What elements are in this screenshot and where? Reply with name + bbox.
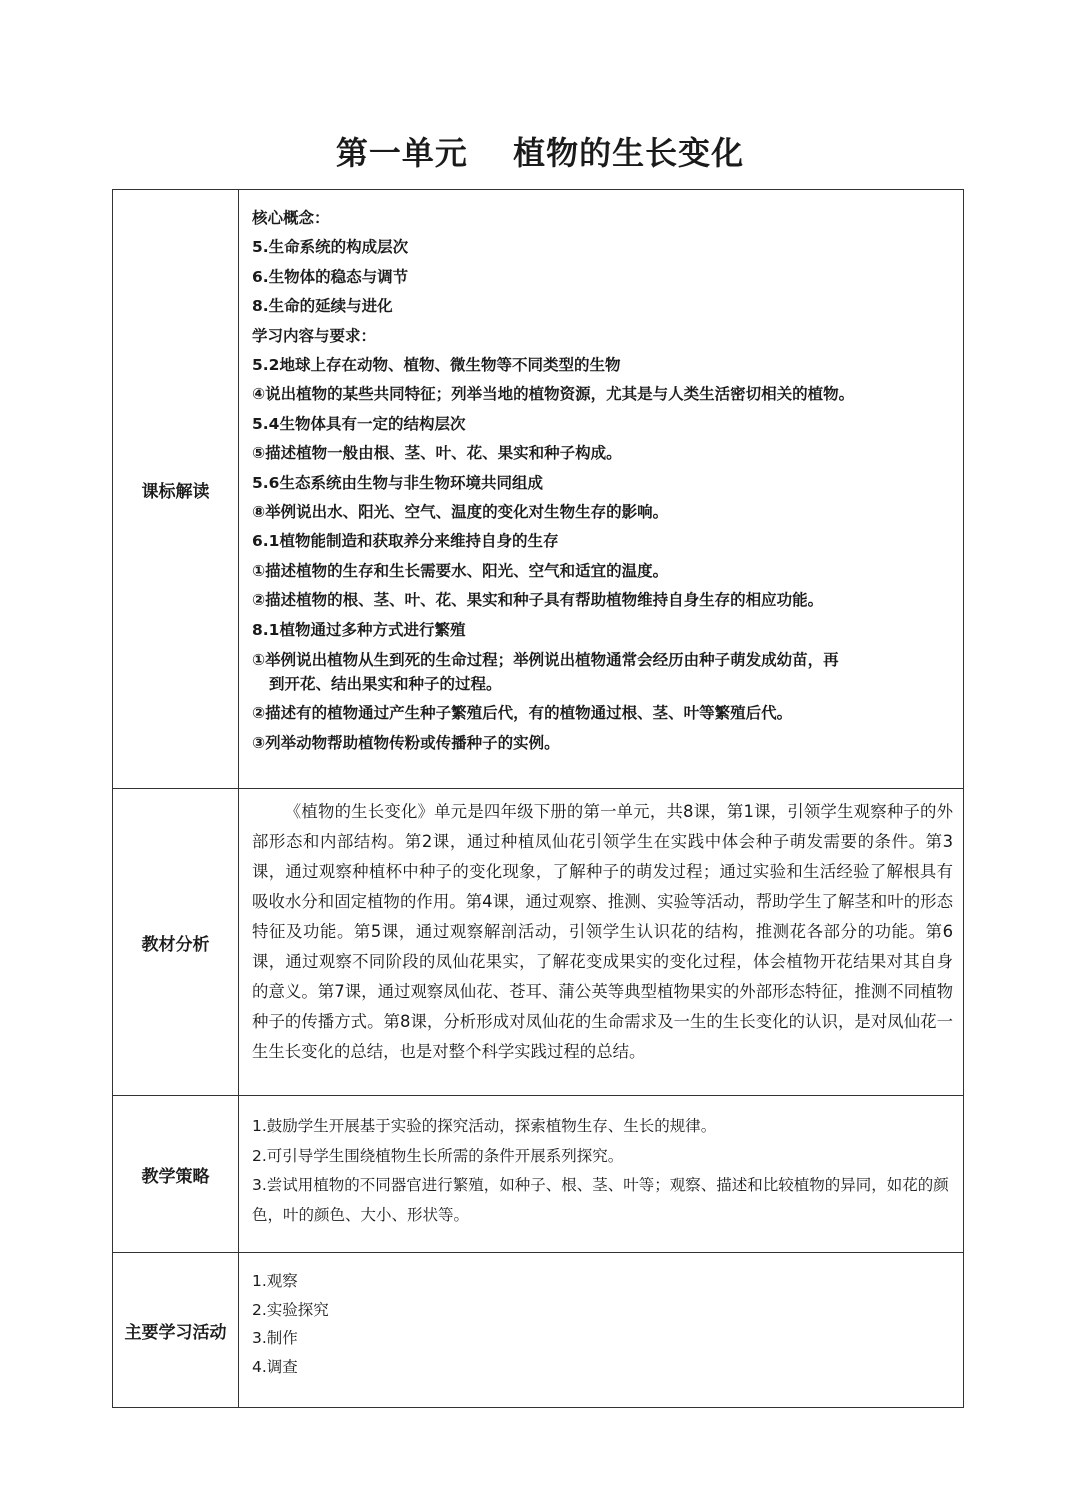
analysis-content	[239, 789, 964, 1096]
standards-line: ②描述有的植物通过产生种子繁殖后代，有的植物通过根、茎、叶等繁殖后代。	[252, 704, 793, 723]
strategy-item: 1.鼓励学生开展基于实验的探究活动，探索植物生存、生长的规律。	[252, 1117, 717, 1135]
standards-line: ③列举动物帮助植物传粉或传播种子的实例。	[252, 733, 560, 752]
standards-line: 6.1植物能制造和获取养分来维持自身的生存	[252, 532, 559, 551]
standards-line: 学习内容与要求：	[252, 326, 377, 345]
row-label-activities: 主要学习活动	[113, 1253, 239, 1408]
standards-line-part: ①举例说出植物从生到死的生命过程；举例说出植物通常会经历由种子萌发成幼苗，再	[252, 651, 839, 670]
standards-line-continuation: 到开花、结出果实和种子的过程。	[269, 675, 502, 694]
standards-line: 5.4生物体具有一定的结构层次	[252, 414, 466, 433]
activity-item: 2.实验探究	[252, 1300, 329, 1319]
activity-item: 3.制作	[252, 1329, 298, 1347]
standards-line: ⑧举例说出水、阳光、空气、温度的变化对生物生存的影响。	[252, 503, 669, 522]
table-row	[113, 1096, 964, 1253]
standards-line-wrapped	[252, 645, 953, 699]
standards-line: 8.1植物通过多种方式进行繁殖	[252, 620, 466, 639]
activity-item: 4.调查	[252, 1357, 298, 1376]
row-label-strategy: 教学策略	[113, 1096, 239, 1253]
activities-content	[239, 1253, 964, 1408]
standards-line: ①描述植物的生存和生长需要水、阳光、空气和适宜的温度。	[252, 561, 669, 580]
unit-plan-table	[112, 189, 964, 1408]
standards-line: 5.6生态系统由生物与非生物环境共同组成	[252, 473, 543, 492]
strategy-content	[239, 1096, 964, 1253]
standards-line: ⑤描述植物一般由根、茎、叶、花、果实和种子构成。	[252, 444, 622, 463]
table-row	[113, 190, 964, 789]
activity-item: 1.观察	[252, 1272, 298, 1290]
analysis-paragraph: 《植物的生长变化》单元是四年级下册的第一单元，共8课，第1课，引领学生观察种子的外部形态和内部结构。第2课，通过种植凤仙花引领学生在实践中体会种子萌发需要的条件。第3课，通过观察种植杯中种子的变化现象，了解种子的萌发过程；通过实验和生活经验了解根具有吸收水分和固定植物的作用。第4课，通过观察、推测、实验等活动，帮助学生了解茎和叶的形态特征及功能。第5课，通过观察解剖活动，引领学生认识花的结构，推测花各部分的功能。第6课，通过观察不同阶段的凤仙花果实，了解花变成果实的变化过程，体会植物开花结果对其自身的意义。第7课，通过观察凤仙花、苍耳、蒲公英等典型植物果实的外部形态特征，推测不同植物种子的传播方式。第8课，分析形成对凤仙花的生命需求及一生的生长变化的认识，是对凤仙花一生生长变化的总结，也是对整个科学实践过程的总结。	[252, 802, 953, 1061]
table-row	[113, 1253, 964, 1408]
strategy-item: 2.可引导学生围绕植物生长所需的条件开展系列探究。	[252, 1146, 624, 1165]
standards-line: 6.生物体的稳态与调节	[252, 267, 409, 286]
row-label-analysis: 教材分析	[113, 789, 239, 1096]
standards-line: ④说出植物的某些共同特征；列举当地的植物资源，尤其是与人类生活密切相关的植物。	[252, 385, 855, 404]
standards-line: 5.生命系统的构成层次	[252, 238, 409, 257]
standards-line: ②描述植物的根、茎、叶、花、果实和种子具有帮助植物维持自身生存的相应功能。	[252, 591, 824, 610]
table-row	[113, 789, 964, 1096]
standards-line: 8.生命的延续与进化	[252, 297, 393, 316]
row-label-standards: 课标解读	[113, 190, 239, 789]
standards-line: 核心概念：	[252, 209, 330, 227]
standards-content	[239, 190, 964, 789]
page-title: 第一单元 植物的生长变化	[335, 134, 745, 172]
strategy-item: 3.尝试用植物的不同器官进行繁殖，如种子、根、茎、叶等；观察、描述和比较植物的异同，如花的颜色，叶的颜色、大小、形状等。	[252, 1176, 949, 1224]
standards-line: 5.2地球上存在动物、植物、微生物等不同类型的生物	[252, 356, 621, 375]
